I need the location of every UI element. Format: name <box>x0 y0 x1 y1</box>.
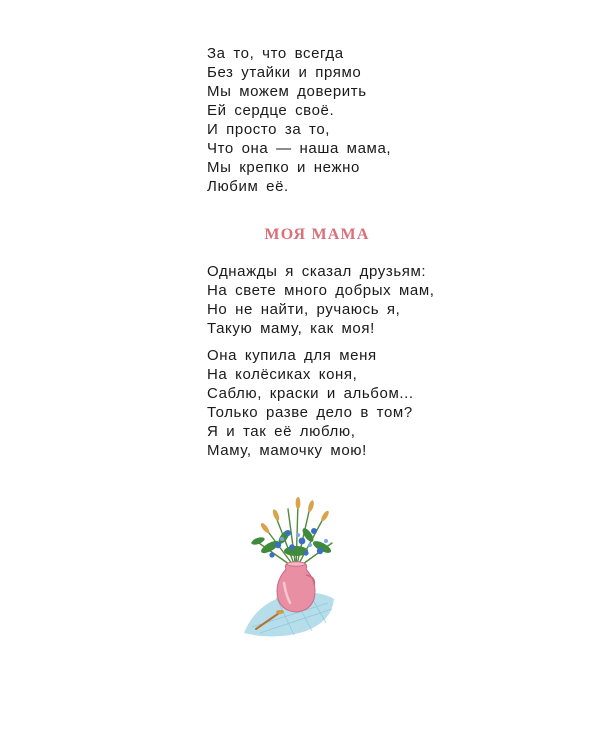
poem-line: За то, что всегда <box>207 45 344 62</box>
poem-line: Но не найти, ручаюсь я, <box>207 301 401 318</box>
poem-line: Мы можем доверить <box>207 83 367 100</box>
vase-shape <box>277 563 315 612</box>
poem-title: МОЯ МАМА <box>264 226 370 243</box>
poem-line: Без утайки и прямо <box>207 64 362 81</box>
poem-line: Маму, мамочку мою! <box>207 442 367 459</box>
poem-line: Саблю, краски и альбом... <box>207 385 414 402</box>
poem-line: Ей сердце своё. <box>207 102 335 119</box>
poem-line: Такую маму, как моя! <box>207 320 375 337</box>
poem-line: На колёсиках коня, <box>207 366 358 383</box>
poem-line: Я и так её люблю, <box>207 423 356 440</box>
poem-line: Что она — наша мама, <box>207 140 392 157</box>
poem-line: Мы крепко и нежно <box>207 159 360 176</box>
flower-vase-icon <box>236 495 356 645</box>
poem-line: Она купила для меня <box>207 347 377 364</box>
poem-line: Однажды я сказал друзьям: <box>207 263 427 280</box>
poem-stanza-first <box>207 262 527 338</box>
poem-line: Любим её. <box>207 178 289 195</box>
poem-line: И просто за то, <box>207 121 331 138</box>
poem-stanza-second <box>207 346 527 460</box>
poem-line: Только разве дело в том? <box>207 404 413 421</box>
poem-stanza-intro <box>207 44 527 196</box>
poem-line: На свете много добрых мам, <box>207 282 435 299</box>
